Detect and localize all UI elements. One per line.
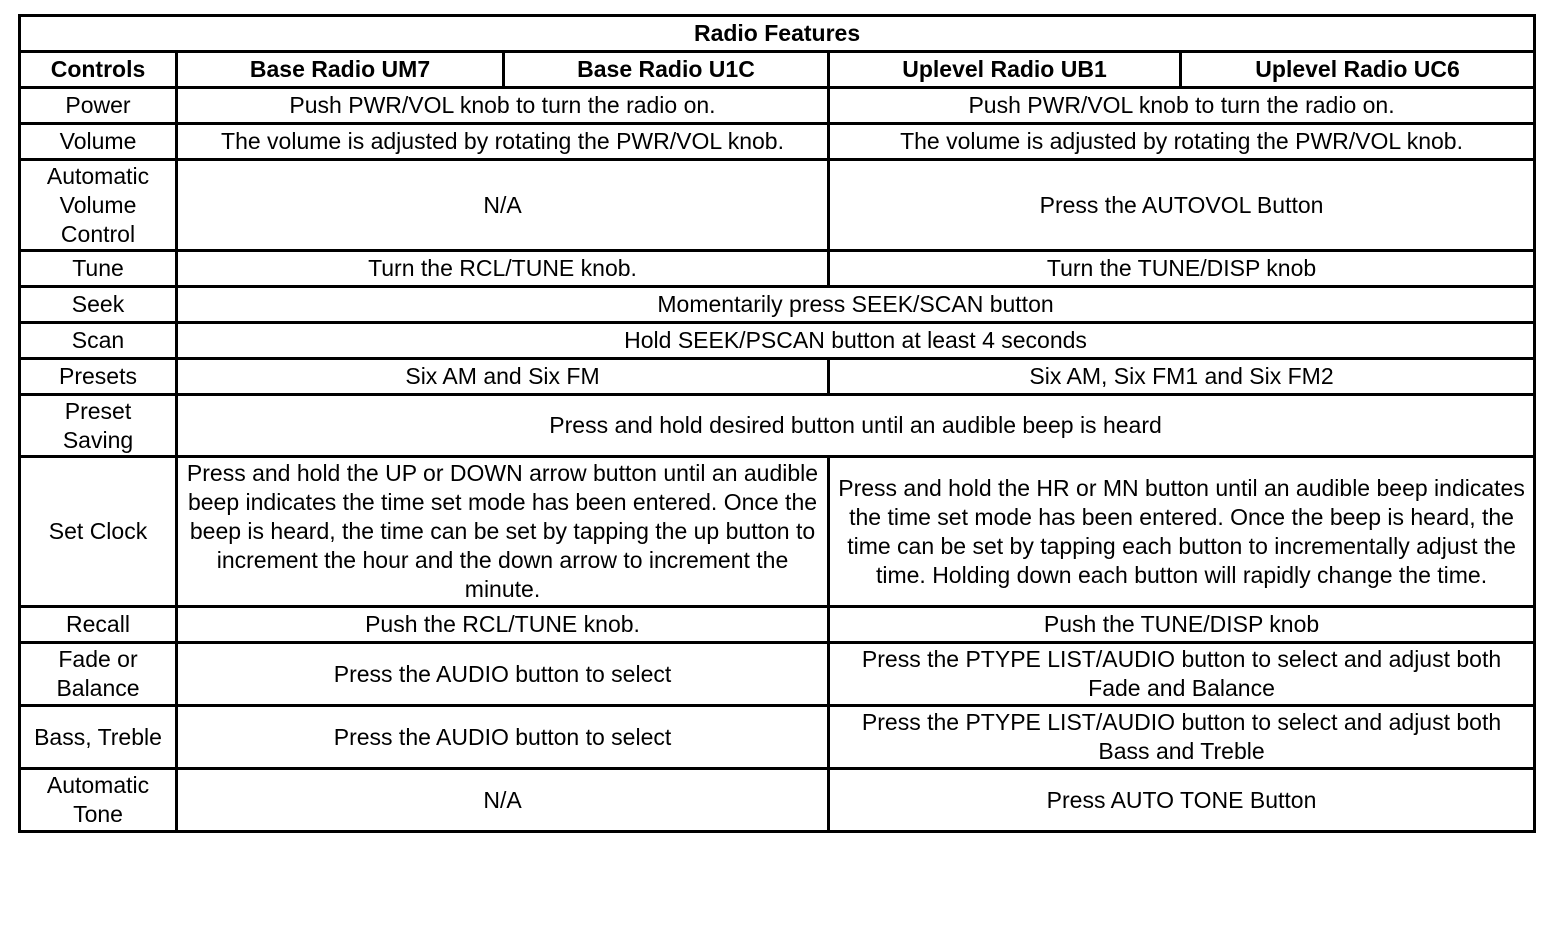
table-row bbox=[20, 457, 1535, 607]
control-presets: Presets bbox=[20, 359, 177, 395]
presets-uplevel-cell: Six AM, Six FM1 and Six FM2 bbox=[829, 359, 1535, 395]
table-row bbox=[20, 769, 1535, 832]
seek-all-cell: Momentarily press SEEK/SCAN button bbox=[177, 287, 1535, 323]
fade-balance-base-cell: Press the AUDIO button to select bbox=[177, 643, 829, 706]
control-power: Power bbox=[20, 88, 177, 124]
table-row bbox=[20, 323, 1535, 359]
header-uplevel-uc6: Uplevel Radio UC6 bbox=[1181, 52, 1535, 88]
control-seek: Seek bbox=[20, 287, 177, 323]
table-row bbox=[20, 88, 1535, 124]
fade-balance-uplevel-cell: Press the PTYPE LIST/AUDIO button to select and adjust both Fade and Balance bbox=[829, 643, 1535, 706]
scan-all-cell: Hold SEEK/PSCAN button at least 4 seconds bbox=[177, 323, 1535, 359]
header-base-um7: Base Radio UM7 bbox=[177, 52, 504, 88]
table-row bbox=[20, 395, 1535, 457]
recall-uplevel-cell: Push the TUNE/DISP knob bbox=[829, 607, 1535, 643]
title-row bbox=[20, 16, 1535, 52]
volume-uplevel-cell: The volume is adjusted by rotating the PWR/VOL knob. bbox=[829, 124, 1535, 160]
power-uplevel-cell: Push PWR/VOL knob to turn the radio on. bbox=[829, 88, 1535, 124]
control-scan: Scan bbox=[20, 323, 177, 359]
table-row bbox=[20, 160, 1535, 251]
control-auto-volume: Automatic Volume Control bbox=[20, 160, 177, 251]
auto-tone-uplevel-cell: Press AUTO TONE Button bbox=[829, 769, 1535, 832]
auto-tone-base-cell: N/A bbox=[177, 769, 829, 832]
control-recall: Recall bbox=[20, 607, 177, 643]
preset-saving-all-cell: Press and hold desired button until an audible beep is heard bbox=[177, 395, 1535, 457]
table-row bbox=[20, 607, 1535, 643]
tune-base-cell: Turn the RCL/TUNE knob. bbox=[177, 251, 829, 287]
control-set-clock: Set Clock bbox=[20, 457, 177, 607]
control-auto-tone: Automatic Tone bbox=[20, 769, 177, 832]
header-uplevel-ub1: Uplevel Radio UB1 bbox=[829, 52, 1181, 88]
table-row bbox=[20, 643, 1535, 706]
set-clock-base-cell: Press and hold the UP or DOWN arrow button until an audible beep indicates the time set mode has been entered. Once the beep is heard, the time can be set by tapping the up button to increment the hour and the down arrow to increment the minute. bbox=[177, 457, 829, 607]
control-fade-balance: Fade or Balance bbox=[20, 643, 177, 706]
header-base-u1c: Base Radio U1C bbox=[504, 52, 829, 88]
control-volume: Volume bbox=[20, 124, 177, 160]
table-row bbox=[20, 706, 1535, 769]
bass-treble-uplevel-cell: Press the PTYPE LIST/AUDIO button to select and adjust both Bass and Treble bbox=[829, 706, 1535, 769]
presets-base-cell: Six AM and Six FM bbox=[177, 359, 829, 395]
table-row bbox=[20, 287, 1535, 323]
set-clock-uplevel-cell: Press and hold the HR or MN button until an audible beep indicates the time set mode has been entered. Once the beep is heard, the time can be set by tapping each button to incrementally adjust the time. Holding down each button will rapidly change the time. bbox=[829, 457, 1535, 607]
table-title: Radio Features bbox=[20, 16, 1535, 52]
power-base-cell: Push PWR/VOL knob to turn the radio on. bbox=[177, 88, 829, 124]
auto-volume-base-cell: N/A bbox=[177, 160, 829, 251]
tune-uplevel-cell: Turn the TUNE/DISP knob bbox=[829, 251, 1535, 287]
radio-features-table bbox=[18, 14, 1536, 833]
control-bass-treble: Bass, Treble bbox=[20, 706, 177, 769]
auto-volume-uplevel-cell: Press the AUTOVOL Button bbox=[829, 160, 1535, 251]
control-tune: Tune bbox=[20, 251, 177, 287]
table-row bbox=[20, 251, 1535, 287]
table-row bbox=[20, 359, 1535, 395]
recall-base-cell: Push the RCL/TUNE knob. bbox=[177, 607, 829, 643]
header-row bbox=[20, 52, 1535, 88]
bass-treble-base-cell: Press the AUDIO button to select bbox=[177, 706, 829, 769]
header-controls: Controls bbox=[20, 52, 177, 88]
volume-base-cell: The volume is adjusted by rotating the PWR/VOL knob. bbox=[177, 124, 829, 160]
control-preset-saving: Preset Saving bbox=[20, 395, 177, 457]
table-row bbox=[20, 124, 1535, 160]
